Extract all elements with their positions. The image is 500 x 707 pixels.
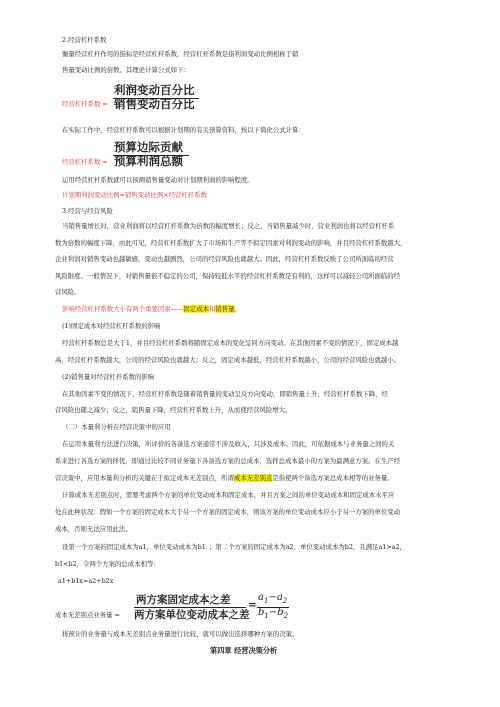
formula-3-denominator: 两方案单位变动成本之差	[134, 609, 250, 621]
paragraph-fixed-line-1: 经营杠杆系数总是大于1，并且经营杠杆系数将随固定成本的变化呈同方向变动。在其他因素不变的情况下，固定成本越	[62, 339, 399, 347]
paragraph-fixed-line-2: 高，经营杠杆系数越大，公司的经营风险也就越大；反之，固定成本越低，经营杠杆系数越小，公司的经营风险也就越小。	[55, 356, 401, 364]
paragraph-risk-line-3: 企业利润对销售变动也越敏感，变动也越剧烈，公司的经营风险也就越大。因此，经营杠杆系数反映了公司所面临的经营	[55, 255, 394, 263]
paragraph-simplify: 在实际工作中，经营杠杆系数可以根据计划期的有关预算资料，按以下简化公式计算：	[62, 126, 305, 134]
paragraph-calc-line-1: 计算成本无差别点时，需要考虑两个方案的单位变动成本和固定成本，并且方案之间的单位变动成本和固定成本水平应	[62, 491, 395, 499]
formula-3-rhs-numerator	[258, 592, 287, 605]
highlight-fixed-cost: 固定成本	[183, 305, 209, 313]
formula-2-denominator: 预算利润总额	[114, 154, 183, 168]
paragraph-risk-line-2: 数为倍数的幅度下降，由此可见，经营杠杆系数扩大了市场和生产等不拟定因素对利润变动的影响，并且经营杠杆系数越大，	[55, 239, 407, 247]
formula-2-label: 经营杠杆系数 =	[62, 158, 108, 166]
sub-b1: 1	[264, 612, 269, 620]
app-line-3-end: 是指使两个备选方案总成本相等的业务量。	[272, 474, 394, 482]
formula-1-numerator: 利润变动百分比	[114, 83, 195, 97]
heading-business-risk: 3.经营与经营风险	[62, 207, 113, 215]
minus-sign-2: −	[268, 607, 278, 618]
factors-sentence	[62, 305, 241, 313]
equation-total-cost: a1+b1x=a2+b2x	[58, 577, 114, 585]
var-b2: b	[277, 607, 284, 618]
highlight-sales-volume: 销售量	[215, 305, 235, 313]
paragraph-setup-line-1: 设第一个方案的固定成本为a1，单位变动成本为b1．；第二个方案的固定成本为a2，单位变动成本为b2，且满足a1>a2，	[62, 543, 406, 551]
paragraph-risk-line-4: 风险限度。一般情况下，对销售量很不稳定的公司，保持较低水平的经营杠杆系数是有利的，这样可以减轻公司所面临的经	[55, 272, 401, 280]
paragraph-final: 将预计的业务量与成本无差别点业务量进行比较，就可以做出选择哪种方案的决策。	[62, 630, 299, 638]
paragraph-calc-line-3: 成本，否则无法应用此法。	[55, 525, 132, 533]
highlight-indifference-point: 成本无差别点	[233, 474, 273, 482]
factors-and: 和	[208, 305, 216, 313]
heading-operating-leverage: 2.经营杠杆系数	[62, 36, 107, 44]
paragraph-app-line-3	[55, 474, 394, 482]
var-a1: a	[258, 592, 264, 603]
formula-3-label: 成本无差别点业务量 =	[55, 611, 120, 619]
formula-2-numerator: 预算边际贡献	[114, 140, 183, 154]
chapter-title: 第四章 经营决策分析	[210, 646, 278, 655]
formula-3-equals: =	[248, 599, 257, 611]
subheading-sales-volume: (2)销售量对经营杠杆系数的影响	[62, 373, 155, 381]
paragraph-volume-line-2: 营风险也随之减少；反之，销售量下降，经营杠杆系数上升，从而使经营风险增大。	[55, 406, 292, 414]
paragraph-intro-line-1: 衡量经营杠杆作用的指标是经营杠杆系数，经营杠杆系数是指利润变动比例相称于销	[62, 50, 299, 58]
paragraph-app-line-2: 系来进行各选方案的择优，即通过比较不同业务量下各备选方案的总成本，选择总成本最小的方案为最满意方案。在生产经	[55, 457, 401, 465]
factors-end: 。	[234, 305, 241, 313]
app-line-3-start: 营决策中，应用本量利分析的关键在于拟定成本无差别点，所谓	[55, 474, 234, 482]
formula-1-denominator: 销售变动百分比	[114, 97, 195, 111]
paragraph-risk-line-1: 当销售量增长时，营业利润将以经营杠杆系数为倍数的幅度增长；反之，当销售量减少时，营业利润也将以经营杠杆系	[62, 222, 395, 230]
sub-b2: 2	[283, 612, 289, 620]
subheading-fixed-cost: (1)固定成本对经营杠杆系数的影响	[62, 322, 161, 330]
formula-3-numerator: 两方案固定成本之差	[136, 594, 231, 606]
sub-a2: 2	[282, 597, 288, 605]
subheading-cvp-application: （二）本量利分析在经营决策中的应用	[62, 423, 171, 431]
red-formula-profit-change: 计划期利润变动比例=销售变动比例×经营杠杆系数	[62, 191, 207, 199]
paragraph-setup-line-2: b1<b2，令两个方案的总成本相等：	[55, 560, 160, 568]
paragraph-use: 运用经营杠杆系数就可以预测销售量变动对计划期利润的影响程度。	[62, 176, 254, 184]
formula-3-rhs-denominator	[258, 607, 288, 620]
formula-1-label: 经营杠杆系数 =	[62, 100, 108, 108]
var-b1: b	[258, 607, 265, 618]
paragraph-risk-line-5: 营风险。	[55, 288, 81, 296]
paragraph-calc-line-2: 处在此种状况：假如一个方案的固定成本大于另一个方案的固定成本，则该方案的单位变动成本应小于另一方案的单位变动	[55, 508, 401, 516]
var-a2: a	[276, 592, 283, 603]
paragraph-app-line-1: 在运用本量利方法进行决策，所评价的各备选方案通常不涉及收入，只涉及成本。因此，可依据成本与业务量之间的关	[62, 440, 395, 448]
sub-a1: 1	[263, 597, 269, 605]
paragraph-volume-line-1: 在其他因素不变的情况下，经营杠杆系数是随着销售量的变动呈反方向变动，即销售量上升，经营杠杆系数下降，经	[62, 390, 388, 398]
paragraph-intro-line-2: 售量变动比例的倍数。其理论计算公式如下：	[62, 66, 190, 74]
minus-sign: −	[268, 592, 277, 603]
factors-intro: 影响经营杠杆系数大小有两个重要因素——	[62, 305, 184, 313]
